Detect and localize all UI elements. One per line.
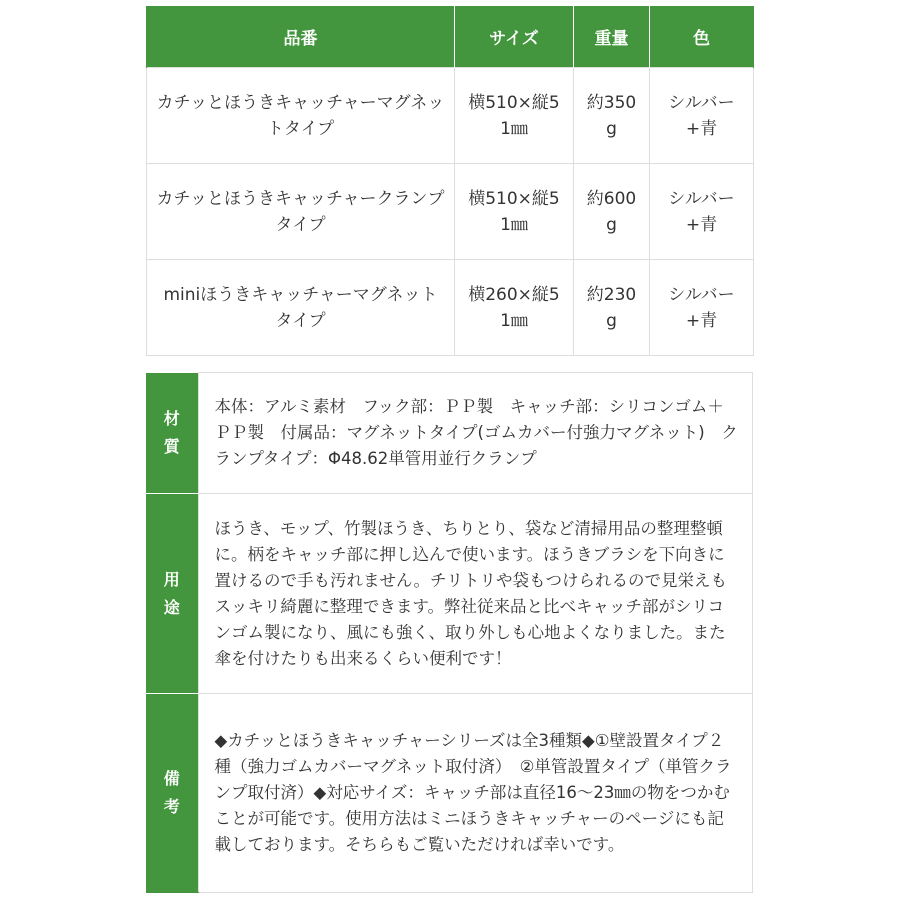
- usage-label-char-2: 途: [163, 597, 180, 617]
- product-weight: 約600g: [574, 164, 650, 260]
- product-name: カチッとほうきキャッチャーマグネットタイプ: [147, 68, 455, 164]
- product-size: 横510×縦51㎜: [455, 164, 574, 260]
- product-size: 横260×縦51㎜: [455, 260, 574, 356]
- spec-table: [146, 6, 754, 356]
- product-weight: 約350g: [574, 68, 650, 164]
- material-label-char-2: 質: [163, 436, 180, 456]
- table-row: [147, 68, 754, 164]
- spec-header-row: [147, 6, 754, 68]
- product-name: miniほうきキャッチャーマグネットタイプ: [147, 260, 455, 356]
- usage-label-char-1: 用: [163, 569, 180, 589]
- header-product-number: 品番: [147, 6, 455, 68]
- product-color: シルバー+青: [650, 260, 754, 356]
- table-row: [147, 164, 754, 260]
- notes-label: [146, 694, 198, 893]
- usage-row: [146, 494, 753, 694]
- product-weight: 約230g: [574, 260, 650, 356]
- usage-label: [146, 494, 198, 694]
- material-label-char-1: 材: [163, 408, 180, 428]
- table-row: [147, 260, 754, 356]
- product-size: 横510×縦51㎜: [455, 68, 574, 164]
- product-color: シルバー+青: [650, 164, 754, 260]
- notes-label-char-1: 備: [163, 769, 180, 788]
- notes-label-char-2: 考: [163, 797, 180, 816]
- header-color: 色: [650, 6, 754, 68]
- material-row: [146, 373, 753, 494]
- notes-text: ◆カチッとほうきキャッチャーシリーズは全3種類◆①壁設置タイプ２種（強力ゴムカバーマグネット取付済） ②単管設置タイプ（単管クランプ取付済）◆対応サイズ：キャッチ部は直径16～23㎜の物をつかむことが可能です。使用方法はミニほうきキャッチャーのページにも記載しております。そちらもご覧いただければ幸いです。: [198, 694, 753, 893]
- material-text: 本体：アルミ素材 フック部：ＰＰ製 キャッチ部：シリコンゴム＋ＰＰ製 付属品：マグネットタイプ(ゴムカバー付強力マグネット) クランプタイプ：Φ48.62単管用並行クランプ: [198, 373, 753, 494]
- header-size: サイズ: [455, 6, 574, 68]
- usage-text: ほうき、モップ、竹製ほうき、ちりとり、袋など清掃用品の整理整頓に。柄をキャッチ部に押し込んで使います。ほうきブラシを下向きに置けるので手も汚れません。チリトリや袋もつけられるので見栄えもスッキリ綺麗に整理できます。弊社従来品と比べキャッチ部がシリコンゴム製になり、風にも強く、取り外しも心地よくなりました。また傘を付けたりも出来るくらい便利です！: [198, 494, 753, 694]
- product-color: シルバー+青: [650, 68, 754, 164]
- header-weight: 重量: [574, 6, 650, 68]
- notes-row: [146, 694, 753, 893]
- product-name: カチッとほうきキャッチャークランプタイプ: [147, 164, 455, 260]
- info-table: [146, 372, 753, 893]
- material-label: [146, 373, 198, 494]
